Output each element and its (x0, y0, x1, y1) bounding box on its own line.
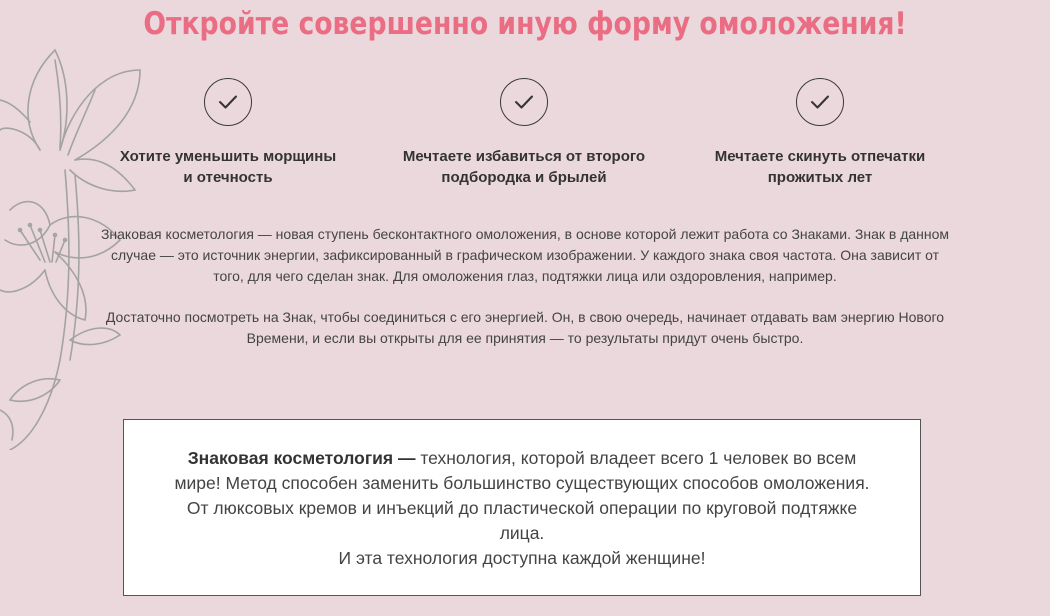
check-icon (204, 78, 252, 126)
highlight-closing: И эта технология доступна каждой женщине! (338, 548, 706, 568)
feature-line-2: прожитых лет (767, 169, 873, 186)
feature-chin (389, 78, 659, 188)
check-icon (500, 78, 548, 126)
feature-line-1: Мечтаете избавиться от второго (402, 148, 646, 165)
feature-wrinkles (93, 78, 363, 188)
feature-line-1: Хотите уменьшить морщины (119, 148, 337, 165)
page-title: Откройте совершенно иную форму омоложения! (143, 6, 907, 42)
feature-line-2: и отечность (183, 169, 273, 186)
feature-text (93, 146, 363, 188)
feature-line-2: подбородка и брылей (441, 169, 607, 186)
highlight-text (164, 446, 880, 571)
highlight-body: технология, которой владеет всего 1 человек во всем мире! Метод способен заменить большинство существующих способов омоложения. От люксовых кремов и инъекций до пластической операции по круговой подтяжке лица. (174, 448, 870, 543)
check-icon (796, 78, 844, 126)
description (100, 224, 950, 369)
highlight-box (123, 419, 921, 596)
description-paragraph: Достаточно посмотреть на Знак, чтобы соединиться с его энергией. Он, в свою очередь, начинает отдавать вам энергию Нового Времени, и если вы открыты для ее принятия — то результаты придут очень быстро. (105, 309, 945, 346)
description-paragraph: Знаковая косметология — новая ступень бесконтактного омоложения, в основе которой лежит работа со Знаками. Знак в данном случае — это источник энергии, зафиксированный в графическом изображении. У каждого знака своя частота. Она зависит от того, для чего сделан знак. Для омоложения глаз, подтяжки лица или оздоровления, например. (100, 226, 950, 284)
feature-age (685, 78, 955, 188)
feature-text (685, 146, 955, 188)
highlight-bold: Знаковая косметология — (187, 448, 416, 468)
feature-line-1: Мечтаете скинуть отпечатки (714, 148, 926, 165)
feature-text (389, 146, 659, 188)
